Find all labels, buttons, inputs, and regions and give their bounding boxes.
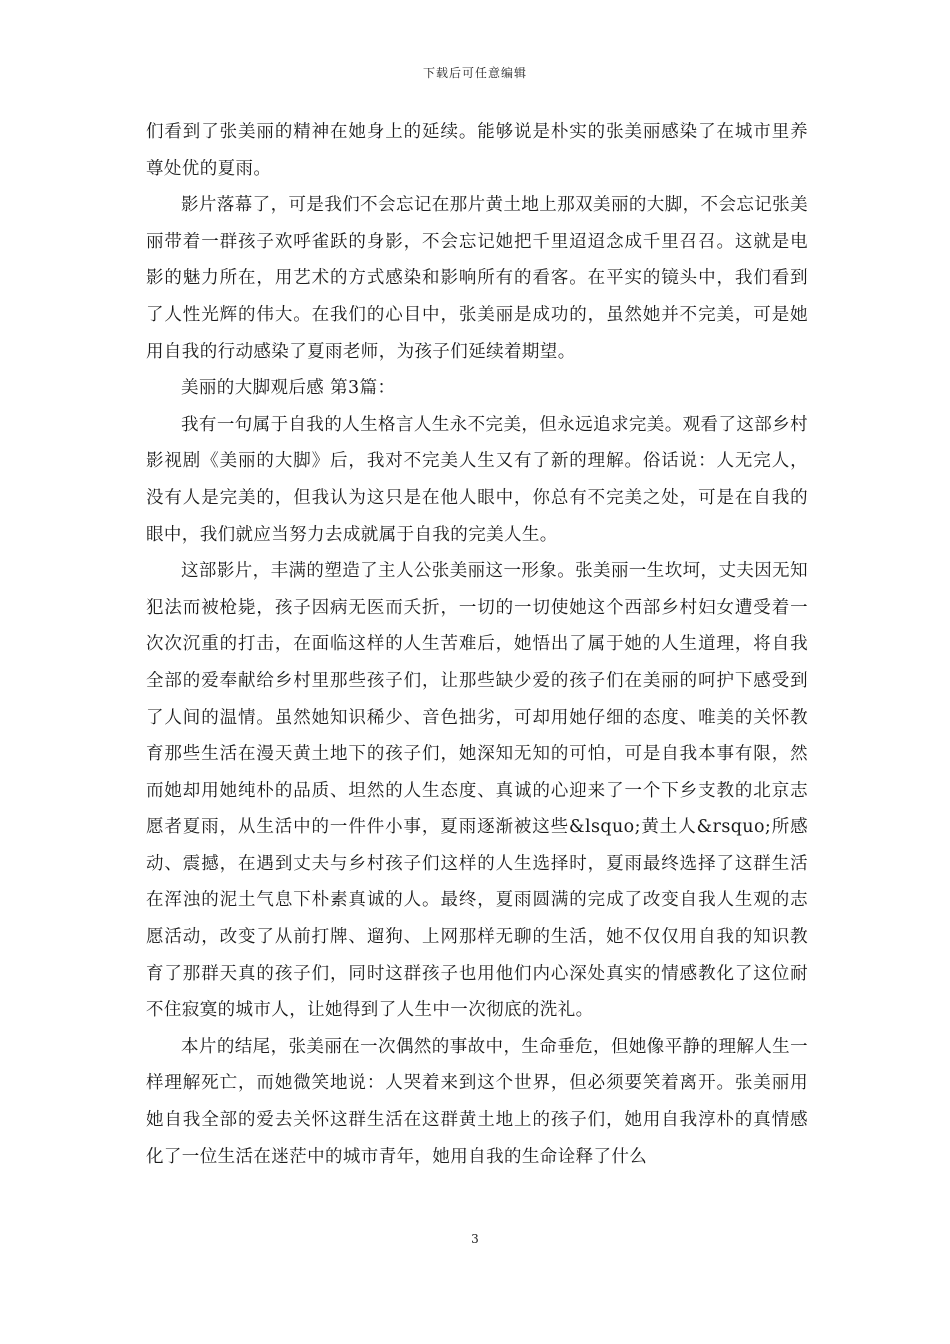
page-header: 下载后可任意编辑	[422, 66, 527, 80]
paragraph: 这部影片，丰满的塑造了主人公张美丽这一形象。张美丽一生坎坷，丈夫因无知犯法而被枪毙，孩子因病无医而夭折，一切的一切使她这个西部乡村妇女遭受着一次次沉重的打击，在面临这样的人生苦难后，她悟出了属于她的人生道理，将自我全部的爱奉献给乡村里那些孩子们，让那些缺少爱的孩子们在美丽的呵护下感受到了人间的温情。虽然她知识稀少、音色拙劣，可却用她仔细的态度、唯美的关怀教育那些生活在漫天黄土地下的孩子们，她深知无知的可怕，可是自我本事有限，然而她却用她纯朴的品质、坦然的人生态度、真诚的心迎来了一个下乡支教的北京志愿者夏雨，从生活中的一件件小事，夏雨逐渐被这些&lsquo;黄土人&rsquo;所感动、震撼，在遇到丈夫与乡村孩子们这样的人生选择时，夏雨最终选择了这群生活在浑浊的泥土气息下朴素真诚的人。最终，夏雨圆满的完成了改变自我人生观的志愿活动，改变了从前打牌、遛狗、上网那样无聊的生活，她不仅仅用自我的知识教育了那群天真的孩子们，同时这群孩子也用他们内心深处真实的情感教化了这位耐不住寂寞的城市人，让她得到了人生中一次彻底的洗礼。	[146, 561, 808, 1021]
paragraph: 影片落幕了，可是我们不会忘记在那片黄土地上那双美丽的大脚，不会忘记张美丽带着一群孩子欢呼雀跃的身影，不会忘记她把千里迢迢念成千里召召。这就是电影的魅力所在，用艺术的方式感染和影响所有的看客。在平实的镜头中，我们看到了人性光辉的伟大。在我们的心目中，张美丽是成功的，虽然她并不完美，可是她用自我的行动感染了夏雨老师，为孩子们延续着期望。	[146, 195, 808, 362]
paragraph: 本片的结尾，张美丽在一次偶然的事故中，生命垂危，但她像平静的理解人生一样理解死亡，而她微笑地说：人哭着来到这个世界，但必须要笑着离开。张美丽用她自我全部的爱去关怀这群生活在这群黄土地上的孩子们，她用自我淳朴的真情感化了一位生活在迷茫中的城市青年，她用自我的生命诠释了什么	[146, 1036, 808, 1167]
paragraph: 我有一句属于自我的人生格言人生永不完美，但永远追求完美。观看了这部乡村影视剧《美丽的大脚》后，我对不完美人生又有了新的理解。俗话说：人无完人，没有人是完美的，但我认为这只是在他人眼中，你总有不完美之处，可是在自我的眼中，我们就应当努力去成就属于自我的完美人生。	[146, 414, 808, 545]
body-text	[146, 114, 808, 1175]
section-heading: 美丽的大脚观后感 第3篇：	[181, 378, 396, 399]
page-number: 3	[471, 1232, 479, 1246]
paragraph: 们看到了张美丽的精神在她身上的延续。能够说是朴实的张美丽感染了在城市里养尊处优的夏雨。	[146, 122, 808, 179]
